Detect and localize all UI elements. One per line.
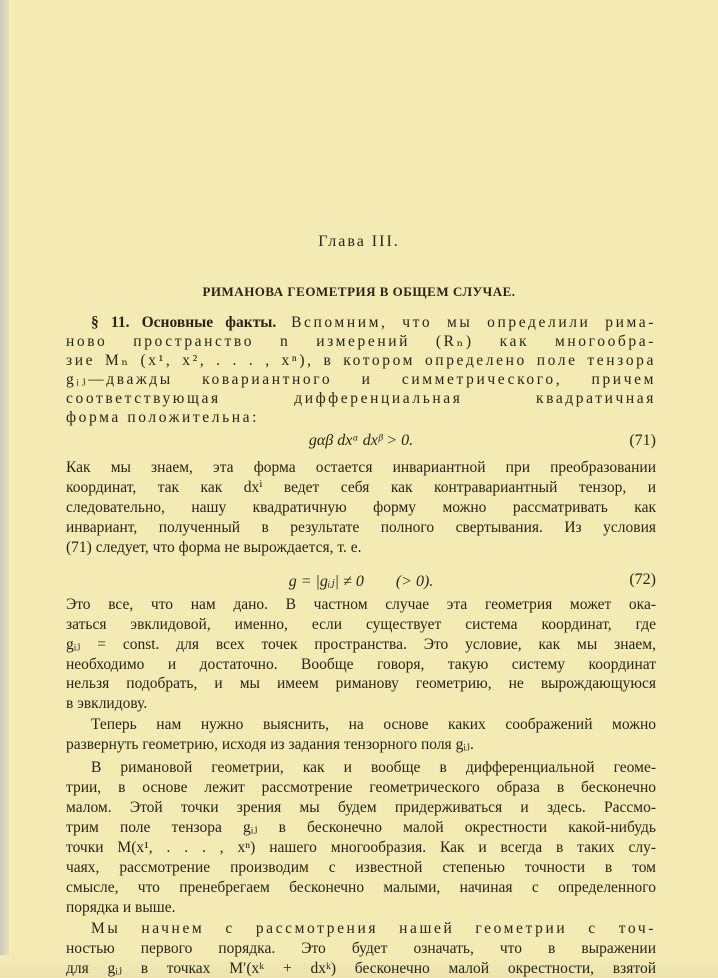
paragraph-line: заться эвклидовой, именно, если существует система координат, где (66, 616, 656, 633)
equation-number: (72) (629, 571, 656, 588)
paragraph-line: развернуть геометрию, исходя из задания тензорного поля gᵢⱼ. (66, 736, 474, 753)
chapter-title: РИМАНОВА ГЕОМЕТРИЯ В ОБЩЕМ СЛУЧАЕ. (202, 284, 516, 299)
equation-number: (71) (629, 432, 656, 449)
paragraph-line: нельзя подобрать, и мы имеем риманову геометрию, не вырождающуюся (66, 675, 656, 692)
paragraph-line: Это все, что нам дано. В частном случае эта геометрия может ока- (66, 596, 656, 613)
paragraph-line: смысле, что пренебрегаем бесконечно малыми, начиная с определенного (66, 879, 656, 896)
paragraph-line: чаях, рассмотрение производим с известной степенью точности в том (66, 859, 656, 876)
paragraph-line: малом. Этой точки зрения мы будем придерживаться и здесь. Рассмо- (66, 799, 656, 816)
paragraph-line: координат, так как dxⁱ ведет себя как контравариантный тензор, и (66, 479, 656, 496)
scan-left-edge (0, 0, 9, 977)
paragraph-line: следовательно, нашу квадратичную форму можно рассматривать как (66, 499, 656, 516)
line-text: Вспомним, что мы определили рима- (276, 314, 657, 331)
paragraph-line: инвариант, полученный в результате полного свертывания. Из условия (66, 519, 656, 536)
chapter-heading: Глава III. (318, 233, 400, 250)
paragraph-line: gᵢⱼ = const. для всех точек пространства. Это условие, как мы знаем, (66, 636, 656, 653)
paragraph-line (91, 313, 656, 332)
paragraph-line: зие Mₙ (x¹, x², . . . , xⁿ), в котором определено поле тензора (66, 352, 656, 369)
paragraph-line: необходимо и достаточно. Вообще говоря, такую систему координат (66, 656, 656, 673)
paragraph-line: ностью первого порядка. Это будет означать, что в выражении (66, 940, 656, 957)
paragraph-line: порядка и выше. (66, 899, 176, 916)
paragraph-line: трим поле тензора gᵢⱼ в бесконечно малой окрестности какой-нибудь (66, 819, 656, 836)
paragraph-line: ново пространство n измерений (Rₙ) как многообра- (66, 333, 656, 350)
paragraph-line: соответствующая дифференциальная квадратичная (66, 390, 656, 407)
paragraph-line: форма положительна: (66, 409, 260, 426)
section-heading: § 11. Основные факты. (91, 314, 277, 331)
paragraph-line: В римановой геометрии, как и вообще в дифференциальной геоме- (91, 759, 656, 776)
paragraph-line: в эвклидову. (66, 695, 148, 712)
paragraph-line: (71) следует, что форма не вырождается, т. е. (66, 539, 362, 556)
equation-formula: g = |gᵢⱼ| ≠ 0 (> 0). (288, 573, 434, 590)
paragraph-line: Как мы знаем, эта форма остается инвариантной при преобразовании (66, 459, 656, 476)
equation-formula: gαβ dxᵅ dxᵝ > 0. (308, 432, 414, 449)
paragraph-line: Мы начнем с рассмотрения нашей геометрии с точ- (91, 920, 656, 937)
paragraph-line: gᵢⱼ—дважды ковариантного и симметрического, причем (66, 371, 656, 388)
paragraph-line: Теперь нам нужно выяснить, на основе каких соображений можно (91, 716, 656, 733)
paragraph-line: трии, в основе лежит рассмотрение геометрического образа в бесконечно (66, 779, 656, 796)
paragraph-line: для gᵢⱼ в точках M′(xᵏ + dxᵏ) бесконечно малой окрестности, взятой (66, 960, 656, 977)
paragraph-line: точки M(x¹, . . . , xⁿ) нашего многообразия. Как и всегда в таких слу- (66, 839, 656, 856)
